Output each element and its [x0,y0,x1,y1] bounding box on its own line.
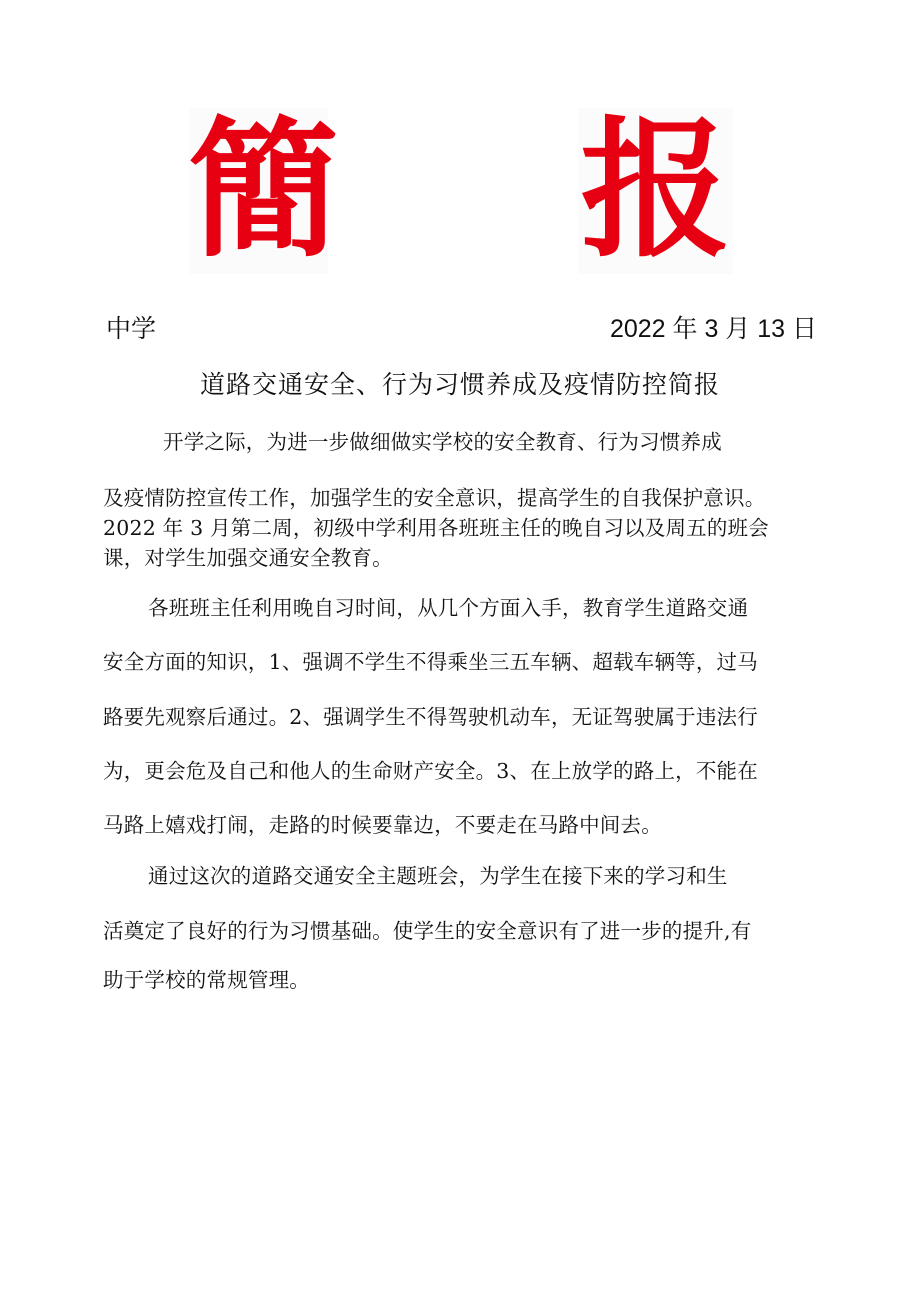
paragraph-1-line-4: 课，对学生加强交通安全教育。 [103,546,393,570]
banner-char-bao: 报 [578,108,733,274]
paragraph-3-line-3: 助于学校的常规管理。 [103,968,310,992]
paragraph-2-line-2: 安全方面的知识，1、强调不学生不得乘坐三五车辆、超载车辆等，过马 [103,650,758,674]
paragraph-2-line-1: 各班班主任利用晚自习时间，从几个方面入手，教育学生道路交通 [148,596,749,620]
report-title: 道路交通安全、行为习惯养成及疫情防控简报 [199,370,720,399]
paragraph-2-line-5: 马路上嬉戏打闹，走路的时候要靠边，不要走在马路中间去。 [103,813,662,837]
report-date: 2022 年 3 月 13 日 [609,315,817,343]
school-name: 中学 [106,315,157,343]
banner-char-jian: 簡 [189,104,340,278]
paragraph-1-line-3: 2022 年 3 月第二周，初级中学利用各班班主任的晚自习以及周五的班会 [103,516,769,540]
paragraph-2-line-3: 路要先观察后通过。2、强调学生不得驾驶机动车，无证驾驶属于违法行 [103,705,758,729]
paragraph-1-line-2: 及疫情防控宣传工作，加强学生的安全意识，提高学生的自我保护意识。 [103,486,766,510]
paragraph-1-line-1: 开学之际，为进一步做细做实学校的安全教育、行为习惯养成 [163,430,722,454]
paragraph-3-line-1: 通过这次的道路交通安全主题班会，为学生在接下来的学习和生 [148,864,728,888]
paragraph-2-line-4: 为，更会危及自己和他人的生命财产安全。3、在上放学的路上，不能在 [103,759,758,783]
paragraph-3-line-2: 活奠定了良好的行为习惯基础。使学生的安全意识有了进一步的提升,有 [103,919,752,943]
